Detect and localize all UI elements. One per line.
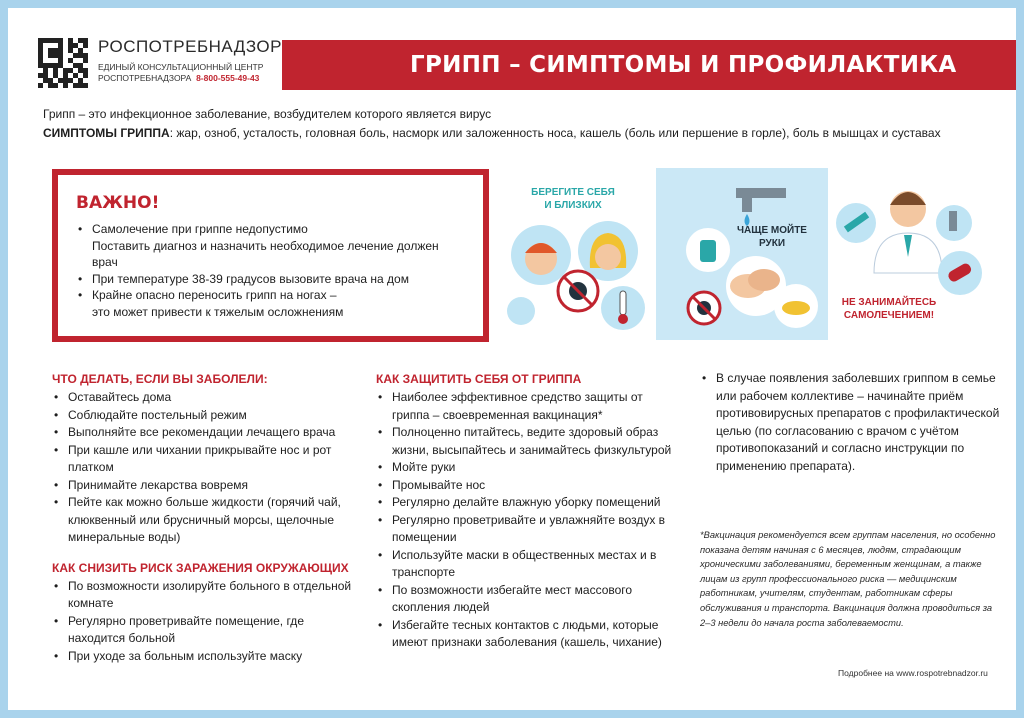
thermometer-icon — [620, 291, 626, 315]
important-box — [52, 169, 489, 342]
org-subtitle — [98, 62, 282, 84]
hand-washing-panel — [656, 168, 828, 340]
org-line1: ЕДИНЫЙ КОНСУЛЬТАЦИОННЫЙ ЦЕНТР — [98, 62, 264, 72]
pills-bg — [507, 297, 535, 325]
flu-definition: Грипп – это инфекционное заболевание, возбудителем которого является вирус — [43, 107, 492, 121]
org-line2: РОСПОТРЕБНАДЗОРА — [98, 73, 192, 83]
antiviral-list — [700, 370, 1000, 475]
label-line: БЕРЕГИТЕ СЕБЯ — [531, 187, 615, 198]
list-item: • Пейте как можно больше жидкости (горячий чай, клюквенный или брусничный морсы, щелочные минеральные воды) — [52, 494, 352, 547]
list-item: • Избегайте тесных контактов с людьми, которые имеют признаки заболевания (кашель, чихание) — [376, 617, 676, 652]
reduce-risk-list — [52, 578, 352, 666]
section-title-protect: КАК ЗАЩИТИТЬ СЕБЯ ОТ ГРИППА — [376, 372, 582, 386]
faucet-icon — [736, 188, 786, 198]
doctor-hair — [890, 192, 926, 205]
list-item: • Мойте руки — [376, 459, 676, 477]
symptoms-label: СИМПТОМЫ ГРИППА — [43, 126, 170, 140]
label-line: ЧАЩЕ МОЙТЕ — [737, 225, 807, 236]
vaccination-footnote: *Вакцинация рекомендуется всем группам населения, но особенно показана детям начиная с 6 месяцев, людям, страдающим хроническими заболеваниями, беременным женщинам, а также лицам из групп профессионального риска — медицинским работникам, учителям, студентам, работникам сферы обслуживания и транспорта. Вакцинация должна проводиться за 2–3 недели до начала роста заболеваемости. — [700, 530, 996, 628]
soap-icon — [700, 240, 716, 262]
list-item — [76, 221, 467, 271]
list-item: • Промывайте нос — [376, 477, 676, 495]
column-if-sick — [52, 372, 352, 665]
more-info-link[interactable]: www.rospotrebnadzor.ru — [896, 668, 988, 678]
section-title-if-sick: ЧТО ДЕЛАТЬ, ЕСЛИ ВЫ ЗАБОЛЕЛИ: — [52, 372, 268, 386]
list-item: • Оставайтесь дома — [52, 389, 352, 407]
list-item: • Наиболее эффективное средство защиты от гриппа – своевременная вакцинация* — [376, 389, 676, 424]
intro — [43, 105, 1003, 143]
column-protect — [376, 372, 676, 652]
illustration-label-2 — [732, 224, 812, 250]
list-item: • Выполняйте все рекомендации лечащего врача — [52, 424, 352, 442]
org-name: РОСПОТРЕБНАДЗОР — [98, 37, 282, 56]
protect-list — [376, 389, 676, 652]
list-item: • Регулярно делайте влажную уборку помещений — [376, 494, 676, 512]
list-item: • Полноценно питайтесь, ведите здоровый образ жизни, высыпайтесь и занимайтесь физкультурой — [376, 424, 676, 459]
list-item: • Соблюдайте постельный режим — [52, 407, 352, 425]
item-text: При температуре 38-39 градусов вызовите врача на дом — [92, 271, 409, 286]
if-sick-list — [52, 389, 352, 547]
important-title: ВАЖНО! — [76, 193, 160, 213]
list-item — [76, 287, 467, 320]
label-line: САМОЛЕЧЕНИЕМ! — [843, 310, 935, 321]
list-item: • По возможности изолируйте больного в отдельной комнате — [52, 578, 352, 613]
logo-block — [38, 38, 282, 88]
symptoms-text: : жар, озноб, усталость, головная боль, насморк или заложенность носа, кашель (боль или першение в горле), боль в мышцах и суставах — [169, 126, 941, 140]
page-title: ГРИПП – СИМПТОМЫ И ПРОФИЛАКТИКА — [282, 40, 1016, 90]
symptoms-line — [43, 124, 1003, 143]
item-text: это может привести к тяжелым осложнениям — [92, 304, 344, 319]
hand-washing-illustration — [656, 168, 828, 340]
qr-code-icon — [38, 38, 88, 88]
list-item — [76, 271, 467, 288]
label-line: НЕ ЗАНИМАЙТЕСЬ — [841, 297, 937, 308]
girl-face-icon — [595, 244, 621, 270]
poster — [8, 8, 1016, 710]
important-list — [76, 221, 467, 320]
list-item: • При кашле или чихании прикрывайте нос и рот платком — [52, 442, 352, 477]
more-info-label: Подробнее на — [838, 668, 894, 678]
label-line: РУКИ — [758, 238, 786, 249]
illustration-label-1 — [528, 186, 618, 212]
illustration-label-3 — [834, 296, 944, 322]
section-title-reduce-risk: КАК СНИЗИТЬ РИСК ЗАРАЖЕНИЯ ОКРУЖАЮЩИХ — [52, 560, 349, 575]
item-text: Крайне опасно переносить грипп на ногах – — [92, 288, 337, 302]
org-phone: 8-800-555-49-43 — [196, 73, 260, 83]
more-info — [838, 668, 988, 678]
list-item: • Принимайте лекарства вовремя — [52, 477, 352, 495]
column-antiviral — [700, 370, 1000, 475]
microscope-icon — [949, 211, 957, 231]
list-item: • Регулярно проветривайте помещение, где находится больной — [52, 613, 352, 648]
list-item: • По возможности избегайте мест массового скопления людей — [376, 582, 676, 617]
list-item: • Используйте маски в общественных местах и в транспорте — [376, 547, 676, 582]
list-item: • Регулярно проветривайте и увлажняйте воздух в помещении — [376, 512, 676, 547]
item-text: Поставить диагноз и назначить необходимое лечение должен врач — [92, 238, 439, 269]
label-line: И БЛИЗКИХ — [544, 200, 602, 211]
list-item: • При уходе за больным используйте маску — [52, 648, 352, 666]
soap-bar-icon — [782, 301, 810, 315]
list-item: • В случае появления заболевших гриппом в семье или рабочем коллективе – начинайте приём противовирусных препаратов с профилактической целью (по согласованию с врачом с учётом противопоказаний и согласно инструкции по применению препарата). — [700, 370, 1000, 475]
item-text: Самолечение при гриппе недопустимо — [92, 222, 308, 236]
